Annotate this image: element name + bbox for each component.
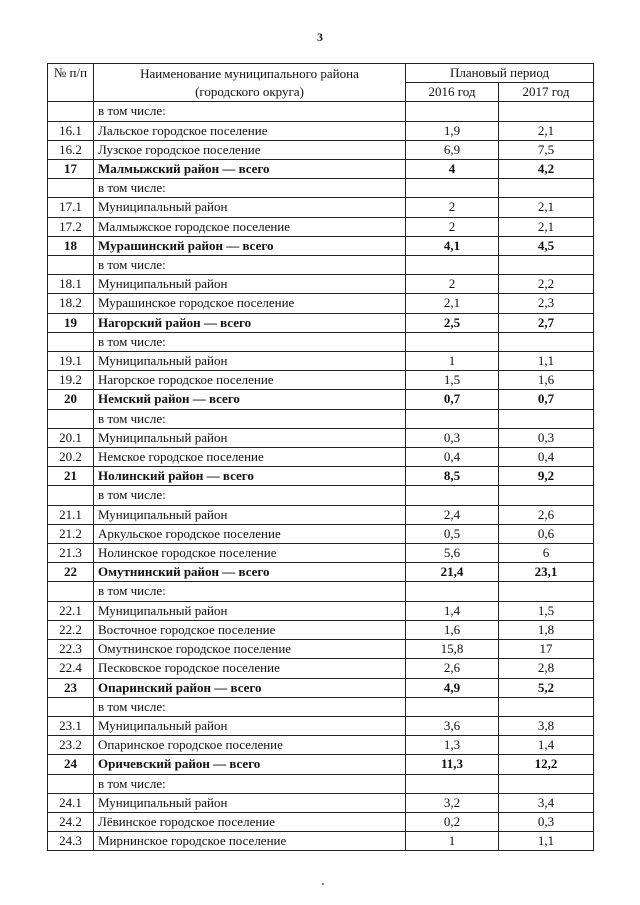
cell-2016 (406, 102, 499, 121)
scan-speck (322, 883, 324, 885)
cell-name: Муниципальный район (94, 716, 406, 735)
cell-num: 21.2 (48, 524, 94, 543)
cell-2016: 11,3 (406, 755, 499, 774)
cell-name: Мурашинский район — всего (94, 236, 406, 255)
table-row (48, 544, 594, 563)
cell-name: Немское городское поселение (94, 448, 406, 467)
table-row (48, 716, 594, 735)
cell-2017 (499, 582, 594, 601)
cell-2016 (406, 332, 499, 351)
cell-num (48, 332, 94, 351)
cell-2016: 6,9 (406, 140, 499, 159)
cell-num (48, 409, 94, 428)
cell-name: Песковское городское поселение (94, 659, 406, 678)
cell-num: 17 (48, 160, 94, 179)
cell-2016: 2,6 (406, 659, 499, 678)
table-row-subheading (48, 256, 594, 275)
cell-2017: 2,8 (499, 659, 594, 678)
cell-num: 20.1 (48, 428, 94, 447)
cell-2017: 7,5 (499, 140, 594, 159)
cell-name: в том числе: (94, 582, 406, 601)
cell-2016 (406, 409, 499, 428)
table-row (48, 505, 594, 524)
cell-num (48, 486, 94, 505)
cell-num: 18 (48, 236, 94, 255)
cell-2016: 1 (406, 832, 499, 851)
cell-2017: 23,1 (499, 563, 594, 582)
page-number: 3 (317, 30, 323, 44)
cell-name: в том числе: (94, 256, 406, 275)
cell-2017 (499, 179, 594, 198)
cell-2017: 3,8 (499, 716, 594, 735)
cell-name: Нагорский район — всего (94, 313, 406, 332)
cell-2016: 2,5 (406, 313, 499, 332)
cell-2017: 2,6 (499, 505, 594, 524)
table-row-total (48, 678, 594, 697)
cell-name: в том числе: (94, 332, 406, 351)
cell-2017: 0,3 (499, 428, 594, 447)
cell-num: 21 (48, 467, 94, 486)
cell-name: Мурашинское городское поселение (94, 294, 406, 313)
table-row (48, 217, 594, 236)
header-period: Плановый период (406, 64, 594, 83)
cell-name: Муниципальный район (94, 505, 406, 524)
header-name-line1: Наименование муниципального района (140, 65, 359, 81)
table-row (48, 793, 594, 812)
cell-2016 (406, 179, 499, 198)
cell-2017: 0,6 (499, 524, 594, 543)
cell-num: 20.2 (48, 448, 94, 467)
cell-name: Опаринский район — всего (94, 678, 406, 697)
cell-2017: 1,6 (499, 371, 594, 390)
cell-num (48, 697, 94, 716)
cell-name: Мирнинское городское поселение (94, 832, 406, 851)
cell-num: 17.1 (48, 198, 94, 217)
table-row-total (48, 236, 594, 255)
cell-name: Муниципальный район (94, 793, 406, 812)
cell-name: Оричевский район — всего (94, 755, 406, 774)
cell-name: Лузское городское поселение (94, 140, 406, 159)
table-row (48, 812, 594, 831)
cell-num: 21.3 (48, 544, 94, 563)
table-row-subheading (48, 409, 594, 428)
cell-2016 (406, 774, 499, 793)
cell-num: 23 (48, 678, 94, 697)
cell-2016: 8,5 (406, 467, 499, 486)
cell-name: Муниципальный район (94, 198, 406, 217)
cell-name: Немский район — всего (94, 390, 406, 409)
cell-name: Нолинское городское поселение (94, 544, 406, 563)
cell-num: 20 (48, 390, 94, 409)
header-num: № п/п (48, 64, 94, 102)
cell-2016: 15,8 (406, 640, 499, 659)
cell-num: 22.3 (48, 640, 94, 659)
cell-2017: 2,1 (499, 121, 594, 140)
cell-2017: 1,4 (499, 736, 594, 755)
cell-2017: 9,2 (499, 467, 594, 486)
cell-name: Восточное городское поселение (94, 620, 406, 639)
table-row-subheading (48, 582, 594, 601)
table-body (48, 102, 594, 851)
table-row (48, 659, 594, 678)
cell-num: 22.2 (48, 620, 94, 639)
cell-2017: 17 (499, 640, 594, 659)
cell-name: в том числе: (94, 486, 406, 505)
cell-name: в том числе: (94, 179, 406, 198)
cell-2016: 4 (406, 160, 499, 179)
table-row-subheading (48, 179, 594, 198)
cell-2016 (406, 486, 499, 505)
table-row (48, 620, 594, 639)
cell-num: 24.3 (48, 832, 94, 851)
cell-2016: 1,5 (406, 371, 499, 390)
table-row (48, 524, 594, 543)
cell-2016: 0,5 (406, 524, 499, 543)
table-row (48, 371, 594, 390)
cell-2016: 0,3 (406, 428, 499, 447)
cell-num: 22 (48, 563, 94, 582)
table-row-subheading (48, 332, 594, 351)
cell-2016: 4,9 (406, 678, 499, 697)
table-row-subheading (48, 774, 594, 793)
cell-2016: 0,2 (406, 812, 499, 831)
table-row (48, 121, 594, 140)
cell-name: Малмыжский район — всего (94, 160, 406, 179)
cell-name: Малмыжское городское поселение (94, 217, 406, 236)
cell-2016: 3,2 (406, 793, 499, 812)
cell-2016: 0,4 (406, 448, 499, 467)
cell-2017 (499, 774, 594, 793)
cell-name: Нолинский район — всего (94, 467, 406, 486)
cell-name: в том числе: (94, 697, 406, 716)
table-row-total (48, 313, 594, 332)
cell-name: Нагорское городское поселение (94, 371, 406, 390)
cell-name: в том числе: (94, 409, 406, 428)
cell-2017: 12,2 (499, 755, 594, 774)
header-name (94, 64, 406, 102)
cell-2017 (499, 697, 594, 716)
cell-num: 17.2 (48, 217, 94, 236)
cell-2017: 1,8 (499, 620, 594, 639)
table-row (48, 352, 594, 371)
cell-2017: 4,5 (499, 236, 594, 255)
table-row-subheading (48, 486, 594, 505)
table-row (48, 832, 594, 851)
cell-num: 24.1 (48, 793, 94, 812)
cell-name: в том числе: (94, 102, 406, 121)
cell-name: Омутнинское городское поселение (94, 640, 406, 659)
cell-2017 (499, 256, 594, 275)
cell-2016: 2 (406, 217, 499, 236)
cell-name: в том числе: (94, 774, 406, 793)
cell-num (48, 582, 94, 601)
cell-name: Лёвинское городское поселение (94, 812, 406, 831)
cell-2017: 1,5 (499, 601, 594, 620)
cell-num: 23.1 (48, 716, 94, 735)
cell-num: 18.2 (48, 294, 94, 313)
cell-num: 19 (48, 313, 94, 332)
cell-name: Муниципальный район (94, 428, 406, 447)
cell-2017: 1,1 (499, 352, 594, 371)
table-row-total (48, 390, 594, 409)
cell-2016: 1,3 (406, 736, 499, 755)
table-row-subheading (48, 102, 594, 121)
cell-name: Муниципальный район (94, 352, 406, 371)
cell-2017: 4,2 (499, 160, 594, 179)
cell-num: 19.1 (48, 352, 94, 371)
cell-num: 16.2 (48, 140, 94, 159)
cell-num: 24.2 (48, 812, 94, 831)
table-row-total (48, 755, 594, 774)
table-row-subheading (48, 697, 594, 716)
cell-num: 24 (48, 755, 94, 774)
table-row (48, 428, 594, 447)
table-row (48, 736, 594, 755)
cell-2017: 0,4 (499, 448, 594, 467)
cell-num (48, 256, 94, 275)
cell-num: 21.1 (48, 505, 94, 524)
cell-2017: 1,1 (499, 832, 594, 851)
cell-2017: 2,2 (499, 275, 594, 294)
cell-2016 (406, 256, 499, 275)
cell-2016: 4,1 (406, 236, 499, 255)
cell-2016: 1,4 (406, 601, 499, 620)
cell-name: Муниципальный район (94, 275, 406, 294)
cell-2017: 0,3 (499, 812, 594, 831)
table-row (48, 140, 594, 159)
cell-num (48, 774, 94, 793)
budget-table (47, 63, 594, 851)
cell-num: 16.1 (48, 121, 94, 140)
cell-2017 (499, 332, 594, 351)
table-row-total (48, 563, 594, 582)
table-row (48, 294, 594, 313)
cell-2016: 2 (406, 275, 499, 294)
header-year-2017: 2017 год (499, 83, 594, 102)
cell-num (48, 179, 94, 198)
cell-2016: 0,7 (406, 390, 499, 409)
cell-name: Омутнинский район — всего (94, 563, 406, 582)
cell-2017: 2,1 (499, 198, 594, 217)
cell-2016: 2,1 (406, 294, 499, 313)
cell-num: 23.2 (48, 736, 94, 755)
cell-name: Аркульское городское поселение (94, 524, 406, 543)
table-row (48, 640, 594, 659)
cell-2016: 1 (406, 352, 499, 371)
cell-2017 (499, 486, 594, 505)
cell-2016 (406, 582, 499, 601)
table-row (48, 601, 594, 620)
cell-2016: 5,6 (406, 544, 499, 563)
cell-2017: 2,3 (499, 294, 594, 313)
cell-name: Опаринское городское поселение (94, 736, 406, 755)
cell-2017 (499, 102, 594, 121)
table-row (48, 275, 594, 294)
cell-num: 22.1 (48, 601, 94, 620)
header-name-line2: (городского округа) (195, 83, 304, 99)
cell-2017: 3,4 (499, 793, 594, 812)
cell-2017: 2,7 (499, 313, 594, 332)
cell-2017: 0,7 (499, 390, 594, 409)
cell-2017: 5,2 (499, 678, 594, 697)
cell-2016: 1,9 (406, 121, 499, 140)
cell-num: 18.1 (48, 275, 94, 294)
cell-2016: 3,6 (406, 716, 499, 735)
cell-num: 22.4 (48, 659, 94, 678)
cell-name: Муниципальный район (94, 601, 406, 620)
cell-2016: 21,4 (406, 563, 499, 582)
cell-2016 (406, 697, 499, 716)
table-row-total (48, 160, 594, 179)
cell-2017 (499, 409, 594, 428)
table-row (48, 448, 594, 467)
table-row (48, 198, 594, 217)
cell-2017: 6 (499, 544, 594, 563)
table-row-total (48, 467, 594, 486)
table-header (48, 64, 594, 102)
cell-num (48, 102, 94, 121)
cell-name: Лальское городское поселение (94, 121, 406, 140)
cell-2016: 1,6 (406, 620, 499, 639)
cell-2016: 2 (406, 198, 499, 217)
cell-2016: 2,4 (406, 505, 499, 524)
cell-2017: 2,1 (499, 217, 594, 236)
header-year-2016: 2016 год (406, 83, 499, 102)
cell-num: 19.2 (48, 371, 94, 390)
